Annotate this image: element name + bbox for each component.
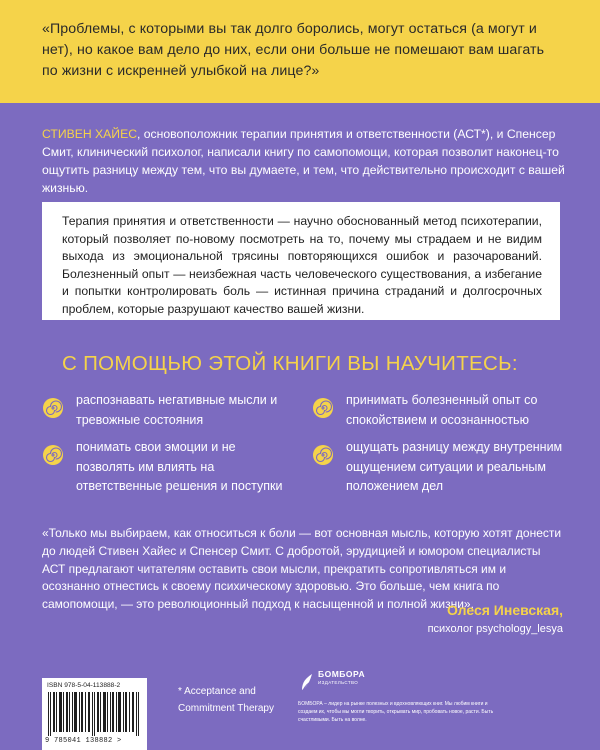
top-quote-band xyxy=(0,0,600,103)
review-quote: «Только мы выбираем, как относиться к боли — вот основная мысль, которую хотят донести до людей Стивен Хайес и Спенсер Смит. С добротой, эрудицией и юмором специалисты АСТ предлагают читателям оставить свои мысли, прекратить сопротивляться им и осознанно отнестись к своему психическому здоровью. Это больше, чем книга по самопомощи, — это революционный подход к насыщенной и полной жизни». xyxy=(42,526,562,612)
spiral-icon xyxy=(312,397,334,419)
learn-title: С ПОМОЩЬЮ ЭТОЙ КНИГИ ВЫ НАУЧИТЕСЬ: xyxy=(62,352,518,375)
publisher-description: БОМБОРА – лидер на рынке полезных и вдохновляющих книг. Мы любим книги и создаем их, чтобы мы могли творить, открывать мир, пробовать новое, расти. Быть счастливыми. Быть на волне. xyxy=(298,701,494,724)
reviewer-role: психолог psychology_lesya xyxy=(427,623,563,635)
intro-text: , основоположник терапии принятия и ответственности (АСТ*), и Спенсер Смит, клинический психолог, написали книгу по самопомощи, которая позволит наконец-то ощутить разницу между тем, что вы думаете, и тем, что действительно происходит с вашей жизнью. xyxy=(42,127,565,195)
barcode-digits: 9 785041 138882 > xyxy=(45,737,122,745)
barcode xyxy=(42,678,147,750)
publisher-subtitle: ИЗДАТЕЛЬСТВО xyxy=(318,680,359,685)
top-quote: «Проблемы, с которыми вы так долго боролись, могут остаться (а могут и нет), но какое вам дело до них, если они больше не помешают вам шагать по жизни с искренней улыбкой на лице?» xyxy=(42,21,545,79)
spiral-icon xyxy=(42,444,64,466)
intro-paragraph xyxy=(42,125,567,197)
skill-item xyxy=(42,438,292,497)
skill-text: ощущать разницу между внутренним ощущением ситуации и реальным положением дел xyxy=(346,440,563,493)
skill-text: принимать болезненный опыт со спокойствием и осознанностью xyxy=(346,393,538,427)
spiral-icon xyxy=(42,397,64,419)
skill-item xyxy=(312,438,567,497)
spiral-icon xyxy=(312,444,334,466)
info-box xyxy=(42,202,560,320)
publisher-logo-icon xyxy=(300,672,314,692)
author-highlight: СТИВЕН ХАЙЕС xyxy=(42,127,137,141)
skill-item xyxy=(312,391,567,430)
skill-text: понимать свои эмоции и не позволять им влиять на ответственные решения и поступки xyxy=(76,440,283,493)
publisher-name: БОМБОРА xyxy=(318,669,366,679)
footnote: * Acceptance and Commitment Therapy xyxy=(178,686,274,714)
reviewer-name: Олеся Иневская, xyxy=(446,602,563,618)
isbn-text: ISBN 978-5-04-113888-2 xyxy=(47,682,121,689)
skill-item xyxy=(42,391,292,430)
skill-text: распознавать негативные мысли и тревожные состояния xyxy=(76,393,278,427)
info-box-text: Терапия принятия и ответственности — научно обоснованный метод психотерапии, который позволяет по-новому посмотреть на то, почему мы страдаем и не видим выхода из эмоциональной трясины повторяющихся ошибок и разочарований. Болезненный опыт — неизбежная часть человеческого существования, а избегание и попытки контролировать боль — истинная причина страданий и долгосрочных проблем, которые разрушают качество вашей жизни. xyxy=(62,214,542,316)
barcode-bars xyxy=(48,692,140,736)
